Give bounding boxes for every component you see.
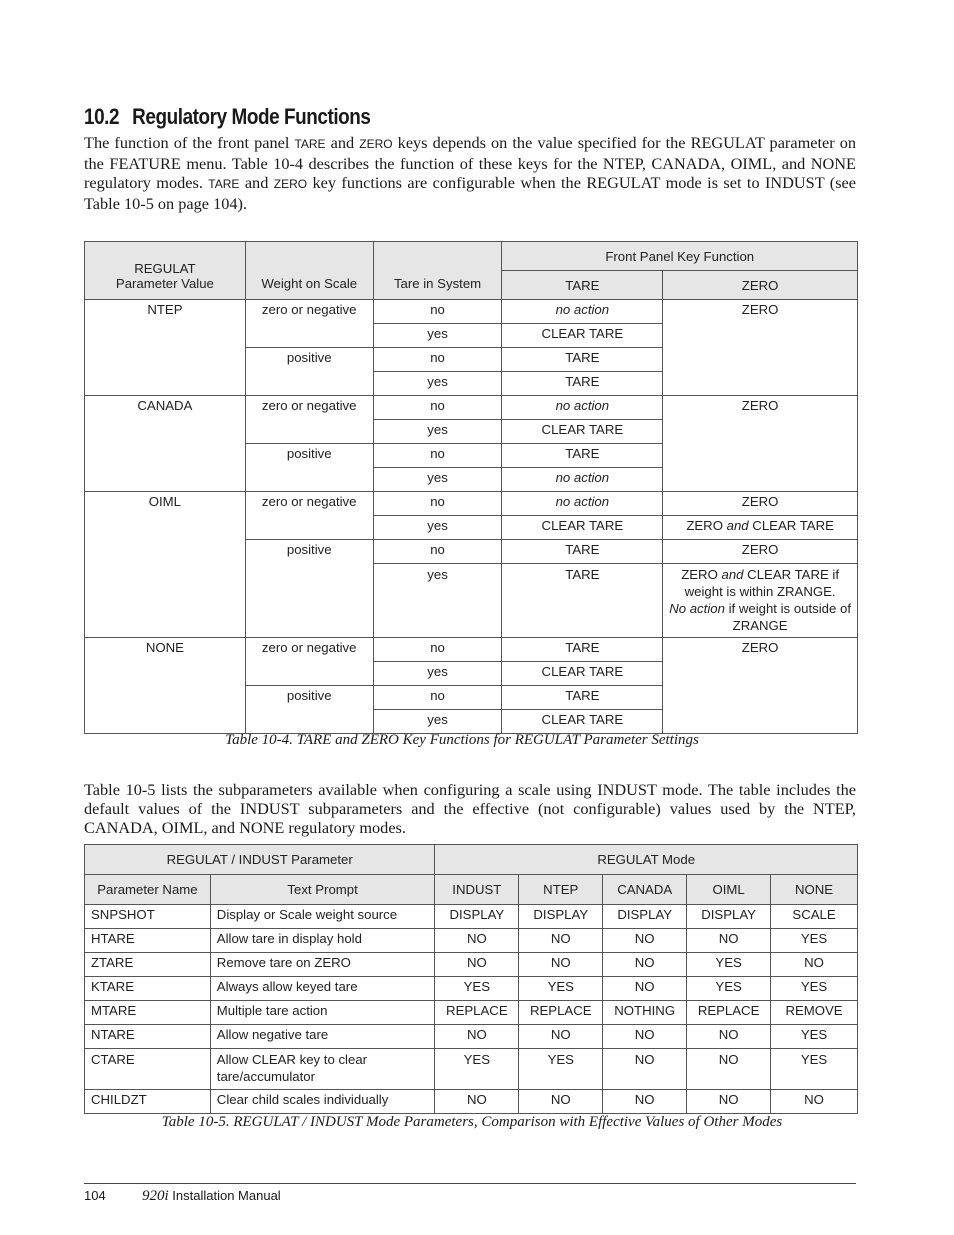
value-cell: NO	[603, 1025, 687, 1049]
value-cell: NO	[435, 1025, 519, 1049]
tare-function-cell: no action	[502, 468, 663, 492]
value-cell: NO	[687, 1025, 771, 1049]
section-title: Regulatory Mode Functions	[132, 104, 371, 129]
table-header-row	[85, 242, 858, 271]
value-cell: DISPLAY	[435, 905, 519, 929]
tare-system-cell: no	[373, 638, 502, 662]
tare-function-cell: CLEAR TARE	[502, 516, 663, 540]
tare-function-cell: TARE	[502, 638, 663, 662]
zero-function-cell: ZERO	[663, 492, 858, 516]
value-cell: NO	[435, 1090, 519, 1114]
zero-function-cell: ZERO	[663, 300, 858, 396]
col-header-weight: Weight on Scale	[245, 242, 373, 300]
tare-function-cell: TARE	[502, 686, 663, 710]
text-prompt-cell: Multiple tare action	[210, 1001, 435, 1025]
param-name-cell: HTARE	[85, 929, 211, 953]
table-row	[85, 929, 858, 953]
value-cell: REPLACE	[519, 1001, 603, 1025]
value-cell: NO	[687, 1090, 771, 1114]
tare-system-cell: no	[373, 540, 502, 564]
value-cell: DISPLAY	[519, 905, 603, 929]
tare-function-cell: CLEAR TARE	[502, 324, 663, 348]
table-10-4-caption: Table 10-4. TARE and ZERO Key Functions for REGULAT Parameter Settings	[225, 732, 699, 748]
table-row	[85, 1049, 858, 1090]
value-cell: NO	[519, 1025, 603, 1049]
value-cell: YES	[519, 1049, 603, 1090]
value-cell: YES	[519, 977, 603, 1001]
tare-function-cell: CLEAR TARE	[502, 420, 663, 444]
tare-function-cell: TARE	[502, 348, 663, 372]
text-prompt-cell: Always allow keyed tare	[210, 977, 435, 1001]
value-cell: DISPLAY	[603, 905, 687, 929]
regulat-value: NTEP	[85, 300, 246, 396]
weight-cell: zero or negative	[245, 492, 373, 540]
value-cell: YES	[771, 1049, 858, 1090]
col-header: Text Prompt	[210, 875, 435, 905]
col-header-tare-system: Tare in System	[373, 242, 502, 300]
zero-function-cell: ZERO	[663, 396, 858, 492]
tare-function-cell: TARE	[502, 372, 663, 396]
text-prompt-cell: Allow negative tare	[210, 1025, 435, 1049]
intro-paragraph	[84, 133, 856, 213]
value-cell: YES	[771, 977, 858, 1001]
intro-text: key functions are configurable when the REGULAT mode is set to INDUST (see Table 10-5 on page 104).	[84, 173, 856, 213]
param-name-cell: NTARE	[85, 1025, 211, 1049]
manual-name: Installation Manual	[168, 1188, 281, 1203]
param-name-cell: SNPSHOT	[85, 905, 211, 929]
table-row	[85, 1001, 858, 1025]
value-cell: NO	[771, 953, 858, 977]
intro-text: keys depends on the value specified for the REGULAT parameter on the FEATURE menu. Table 10-4 describes the function of these keys for the NTEP, CANADA, OIML, and NONE regulatory modes.	[84, 133, 857, 192]
text-prompt-cell: Display or Scale weight source	[210, 905, 435, 929]
value-cell: NO	[687, 1049, 771, 1090]
tare-function-cell: TARE	[502, 564, 663, 638]
col-header: INDUST	[435, 875, 519, 905]
tare-function-cell: no action	[502, 396, 663, 420]
col-header-regulat: REGULAT Parameter Value	[85, 242, 246, 300]
param-name-cell: CTARE	[85, 1049, 211, 1090]
tare-system-cell: yes	[373, 420, 502, 444]
param-name-cell: KTARE	[85, 977, 211, 1001]
value-cell: NO	[771, 1090, 858, 1114]
tare-system-cell: no	[373, 300, 502, 324]
col-header: CANADA	[603, 875, 687, 905]
table-header-row	[85, 875, 858, 905]
col-header-tare: TARE	[502, 271, 663, 300]
value-cell: NO	[603, 929, 687, 953]
value-cell: REMOVE	[771, 1001, 858, 1025]
value-cell: YES	[687, 953, 771, 977]
zero-function-cell: ZERO	[663, 638, 858, 734]
zero-key-label: ZERO	[359, 137, 393, 151]
tare-key-label: TARE	[208, 177, 240, 191]
value-cell: REPLACE	[687, 1001, 771, 1025]
intro-text: and	[325, 133, 360, 152]
value-cell: NO	[603, 1090, 687, 1114]
col-header: NONE	[771, 875, 858, 905]
manual-title	[142, 1188, 281, 1205]
table-row	[85, 396, 858, 420]
tare-system-cell: yes	[373, 468, 502, 492]
param-name-cell: CHILDZT	[85, 1090, 211, 1114]
zero-function-cell: ZERO	[663, 540, 858, 564]
table-10-5-intro-paragraph: Table 10-5 lists the subparameters available when configuring a scale using INDUST mode. The table includes the default values of the INDUST subparameters and the effective (not configurable) values used by the NTEP, CANADA, OIML, and NONE regulatory modes.	[84, 780, 856, 837]
tare-system-cell: no	[373, 396, 502, 420]
value-cell: DISPLAY	[687, 905, 771, 929]
tare-system-cell: no	[373, 492, 502, 516]
weight-cell: positive	[245, 540, 373, 638]
weight-cell: zero or negative	[245, 638, 373, 686]
table-10-4	[84, 241, 858, 734]
value-cell: NO	[435, 953, 519, 977]
col-header-zero: ZERO	[663, 271, 858, 300]
tare-function-cell: TARE	[502, 444, 663, 468]
param-name-cell: ZTARE	[85, 953, 211, 977]
group-header-parameter: REGULAT / INDUST Parameter	[85, 845, 435, 875]
table-row	[85, 977, 858, 1001]
weight-cell: zero or negative	[245, 300, 373, 348]
tare-function-cell: TARE	[502, 540, 663, 564]
page-number: 104	[84, 1188, 106, 1203]
section-heading	[84, 104, 371, 130]
text-prompt-cell: Remove tare on ZERO	[210, 953, 435, 977]
value-cell: YES	[687, 977, 771, 1001]
value-cell: YES	[435, 977, 519, 1001]
text-prompt-cell: Allow tare in display hold	[210, 929, 435, 953]
group-header-mode: REGULAT Mode	[435, 845, 858, 875]
zero-key-label: ZERO	[273, 177, 308, 191]
value-cell: NO	[435, 929, 519, 953]
value-cell: NO	[603, 1049, 687, 1090]
tare-key-label: TARE	[294, 137, 326, 151]
table-group-header-row	[85, 845, 858, 875]
text-prompt-cell: Allow CLEAR key to clear tare/accumulator	[210, 1049, 435, 1090]
section-number: 10.2	[84, 104, 120, 129]
tare-system-cell: yes	[373, 710, 502, 734]
table-row	[85, 300, 858, 324]
tare-system-cell: yes	[373, 516, 502, 540]
col-header: OIML	[687, 875, 771, 905]
regulat-value: CANADA	[85, 396, 246, 492]
param-name-cell: MTARE	[85, 1001, 211, 1025]
tare-system-cell: yes	[373, 662, 502, 686]
value-cell: YES	[771, 1025, 858, 1049]
value-cell: YES	[435, 1049, 519, 1090]
tare-system-cell: no	[373, 348, 502, 372]
intro-text: The function of the front panel	[84, 133, 295, 152]
col-header: Parameter Name	[85, 875, 211, 905]
table-10-5-caption: Table 10-5. REGULAT / INDUST Mode Parameters, Comparison with Effective Values of Other Modes	[161, 1114, 783, 1130]
intro-text: and	[239, 173, 274, 192]
tare-system-cell: yes	[373, 324, 502, 348]
tare-system-cell: yes	[373, 372, 502, 396]
value-cell: REPLACE	[435, 1001, 519, 1025]
table-10-5	[84, 844, 858, 1114]
value-cell: NO	[603, 953, 687, 977]
table-row	[85, 1090, 858, 1114]
col-header: NTEP	[519, 875, 603, 905]
table-row	[85, 953, 858, 977]
value-cell: NO	[603, 977, 687, 1001]
table-row	[85, 638, 858, 662]
col-header-front-panel: Front Panel Key Function	[502, 242, 858, 271]
value-cell: YES	[771, 929, 858, 953]
value-cell: NOTHING	[603, 1001, 687, 1025]
tare-system-cell: no	[373, 444, 502, 468]
weight-cell: positive	[245, 444, 373, 492]
value-cell: NO	[519, 929, 603, 953]
table-row	[85, 492, 858, 516]
zero-function-cell: ZERO and CLEAR TARE	[663, 516, 858, 540]
tare-system-cell: no	[373, 686, 502, 710]
tare-function-cell: CLEAR TARE	[502, 710, 663, 734]
weight-cell: zero or negative	[245, 396, 373, 444]
table-row	[85, 905, 858, 929]
weight-cell: positive	[245, 348, 373, 396]
tare-function-cell: no action	[502, 300, 663, 324]
text-prompt-cell: Clear child scales individually	[210, 1090, 435, 1114]
tare-function-cell: no action	[502, 492, 663, 516]
tare-function-cell: CLEAR TARE	[502, 662, 663, 686]
table-row	[85, 1025, 858, 1049]
regulat-value: OIML	[85, 492, 246, 638]
regulat-value: NONE	[85, 638, 246, 734]
weight-cell: positive	[245, 686, 373, 734]
product-name: 920i	[142, 1188, 169, 1204]
zero-function-cell: ZERO and CLEAR TARE if weight is within ZRANGE. No action if weight is outside of ZRANGE	[663, 564, 858, 638]
value-cell: NO	[519, 1090, 603, 1114]
value-cell: NO	[687, 929, 771, 953]
footer-divider	[84, 1183, 856, 1184]
value-cell: SCALE	[771, 905, 858, 929]
tare-system-cell: yes	[373, 564, 502, 638]
value-cell: NO	[519, 953, 603, 977]
